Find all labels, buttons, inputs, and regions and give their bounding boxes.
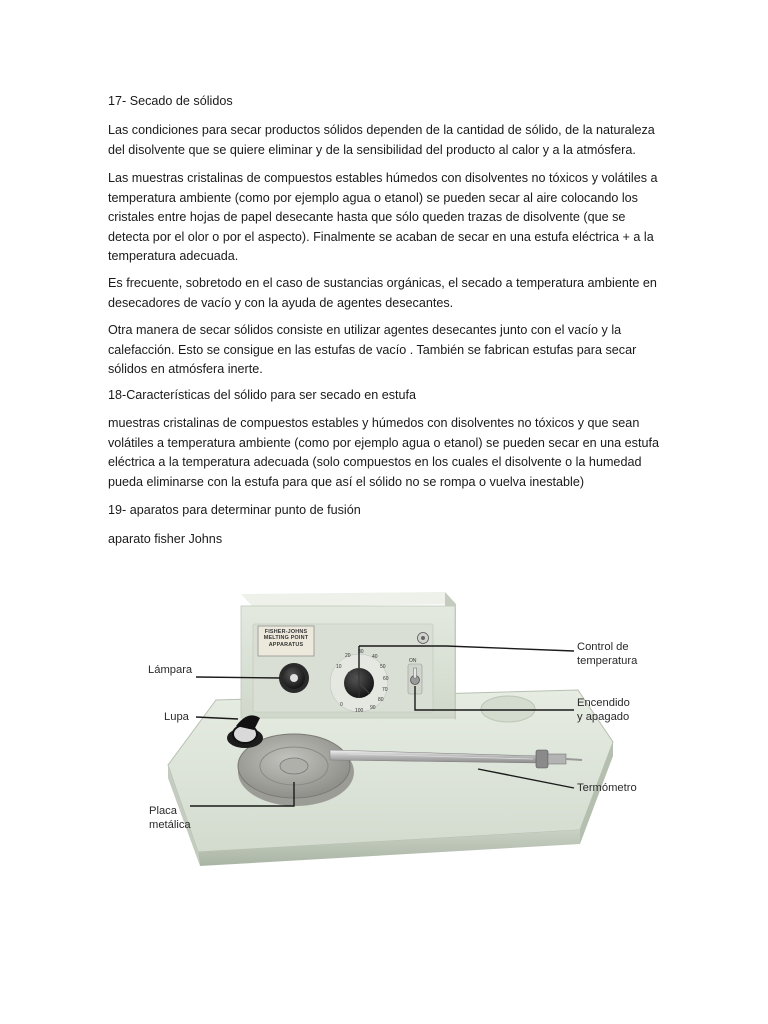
label-metal-plate bbox=[149, 804, 191, 832]
paragraph-crystalline-samples: Las muestras cristalinas de compuestos estables húmedos con disolventes no tóxicos y volátiles a temperatura ambiente (como por ejemplo agua o etanol) se pueden secar al aire colocando los cristales entre hojas de papel desecante hasta que sólo queden trazas de disolvente (que se detecta por el olor o por el aspecto). Finalmente se acaban de secar en una estufa eléctrica + a la temperatura adecuada. bbox=[108, 171, 658, 264]
fisher-johns-figure bbox=[108, 560, 668, 890]
apparatus-title: aparato fisher Johns bbox=[108, 532, 223, 546]
svg-text:20: 20 bbox=[345, 653, 351, 659]
label-power-switch-line-1: Encendido bbox=[577, 697, 630, 709]
svg-text:70: 70 bbox=[382, 687, 388, 693]
thermometer-fitting bbox=[536, 750, 548, 768]
svg-text:90: 90 bbox=[370, 705, 376, 711]
paragraph-vacuum-ovens: Otra manera de secar sólidos consiste en utilizar agentes desecantes junto con el vacío y la calefacción. Esto se consigue en las estufas de vacío . También se fabrican estufas para secar sólidos en atmósfera inerte. bbox=[108, 323, 637, 377]
label-lamp: Lámpara bbox=[148, 664, 193, 676]
svg-text:60: 60 bbox=[383, 676, 389, 682]
label-temperature-control-line-2: temperatura bbox=[577, 655, 638, 667]
brand-line-2: MELTING POINT bbox=[263, 635, 309, 642]
brand-line-3: APPARATUS bbox=[268, 641, 304, 648]
fisher-johns-apparatus-drawing bbox=[108, 560, 668, 890]
svg-text:40: 40 bbox=[372, 654, 378, 660]
svg-text:50: 50 bbox=[380, 664, 386, 670]
section-18-heading: 18-Características del sólido para ser secado en estufa bbox=[108, 388, 417, 402]
label-power-switch-line-2: y apagado bbox=[577, 711, 630, 723]
paragraph-oven-samples: muestras cristalinas de compuestos estables y húmedos con disolventes no tóxicos y que sean volátiles a temperatura ambiente (como por ejemplo agua o etanol) se pueden secar en una estufa eléctrica a la temperatura adecuada (solo compuestos en los cuales el disolvente o la humedad pueda eliminarse con la estufa para que así el sólido no se rompa o vuelva inestable) bbox=[108, 416, 659, 489]
label-metal-plate-line-2: metálica bbox=[149, 819, 191, 831]
svg-text:80: 80 bbox=[378, 697, 384, 703]
section-19-heading: 19- aparatos para determinar punto de fusión bbox=[108, 503, 361, 517]
paragraph-drying-conditions: Las condiciones para secar productos sólidos dependen de la cantidad de sólido, de la naturaleza del disolvente que se quiere eliminar y de la sensibilidad del producto al calor y a la atmósfera. bbox=[108, 123, 655, 157]
label-metal-plate-line-1: Placa bbox=[149, 805, 177, 817]
label-power-switch bbox=[577, 696, 630, 724]
svg-text:10: 10 bbox=[336, 664, 342, 670]
section-17-heading: 17- Secado de sólidos bbox=[108, 94, 233, 108]
base-recess bbox=[481, 696, 535, 722]
label-magnifier: Lupa bbox=[164, 711, 189, 723]
svg-text:0: 0 bbox=[340, 702, 343, 708]
control-box-top bbox=[241, 592, 456, 607]
svg-text:100: 100 bbox=[355, 708, 364, 714]
brand-line-1: FISHER-JOHNS bbox=[264, 629, 308, 635]
label-thermometer: Termómetro bbox=[577, 782, 637, 794]
paragraph-vacuum-desiccators: Es frecuente, sobretodo en el caso de sustancias orgánicas, el secado a temperatura ambiente en desecadores de vacío y con la ayuda de agentes desecantes. bbox=[108, 276, 657, 310]
svg-text:ON: ON bbox=[409, 658, 417, 664]
label-temperature-control bbox=[577, 640, 637, 668]
svg-text:30: 30 bbox=[358, 649, 364, 655]
device-brand-label bbox=[258, 629, 314, 648]
label-temperature-control-line-1: Control de bbox=[577, 641, 629, 653]
